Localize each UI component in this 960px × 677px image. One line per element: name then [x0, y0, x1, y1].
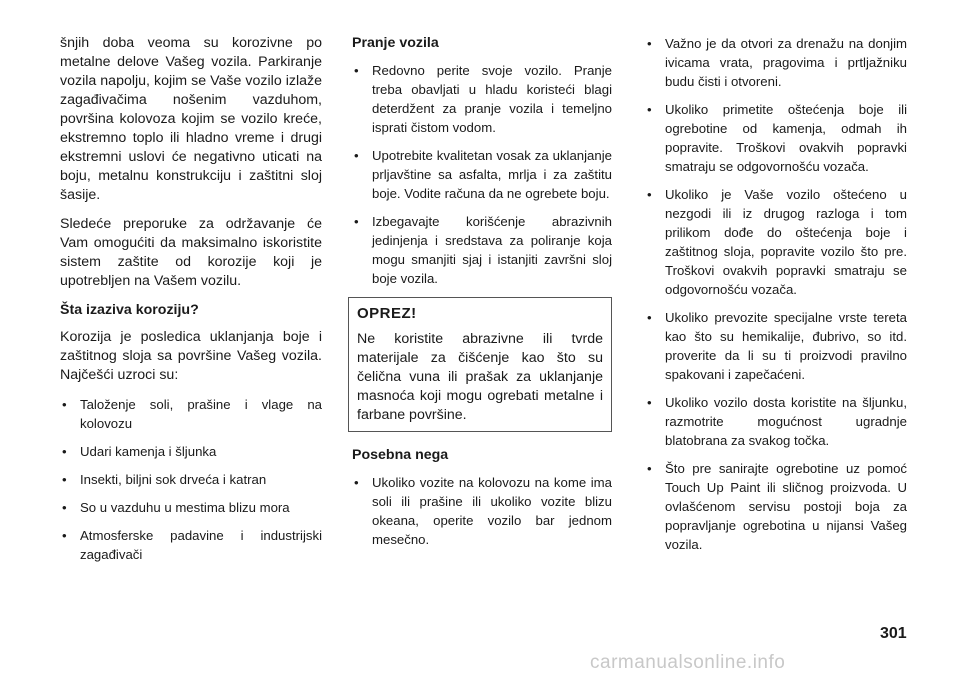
list-item: • Ukoliko prevozite specijalne vrste tereta kao što su hemikalije, đubrivo, so itd. proverite da li su ti proizvodi pravilno spakovani i zapečaćeni.	[645, 308, 907, 384]
list-item: • So u vazduhu u mestima blizu mora	[60, 498, 322, 517]
list-item: • Udari kamenja i šljunka	[60, 442, 322, 461]
warning-text: Ne koristite abrazivne ili tvrde materijale za čišćenje kao što su čelična vuna ili prašak za uklanjanje masnoća koji mogu ogrebati metalne i farbane površine.	[357, 331, 603, 423]
list-item: • Ukoliko vozilo dosta koristite na šljunku, razmotrite mogućnost ugradnje blatobrana za svakog točka.	[645, 393, 907, 450]
column-middle	[352, 34, 612, 558]
section-heading-washing: Pranje vozila	[352, 35, 439, 51]
special-care-list	[352, 473, 612, 549]
page-number: 301	[880, 625, 907, 642]
list-item: • Ukoliko vozite na kolovozu na kome ima soli ili prašine ili ukoliko vozite blizu okeana, operite vozilo bar jednom mesečno.	[352, 473, 612, 549]
list-item: • Taloženje soli, prašine i vlage na kolovozu	[60, 395, 322, 433]
washing-list	[352, 61, 612, 288]
list-item: • Upotrebite kvalitetan vosak za uklanjanje prljavštine sa asfalta, mrlja i za zaštitu boje. Vodite računa da ne ogrebete boju.	[352, 146, 612, 203]
list-item: • Ukoliko primetite oštećenja boje ili ogrebotine od kamenja, odmah ih popravite. Troškovi ovakvih popravki smatraju se odgovornošću vozača.	[645, 100, 907, 176]
list-item: • Što pre sanirajte ogrebotine uz pomoć Touch Up Paint ili sličnog proizvoda. U ovlašćenom servisu postoji boja za popravljanje ogrebotina u nijansi Vašeg vozila.	[645, 459, 907, 554]
list-item: • Izbegavajte korišćenje abrazivnih jedinjenja i sredstava za poliranje koja mogu smanjiti sjaj i istanjiti završni sloj boje vozila.	[352, 212, 612, 288]
list-item: • Insekti, biljni sok drveća i katran	[60, 470, 322, 489]
watermark: carmanualsonline.info	[590, 652, 786, 673]
corrosion-causes-list	[60, 395, 322, 564]
warning-box	[348, 297, 612, 432]
section-heading-corrosion-causes: Šta izaziva koroziju?	[60, 302, 199, 318]
list-item: • Redovno perite svoje vozilo. Pranje treba obavljati u hladu koristeći blagi deterdžent za pranje vozila i temeljno isprati čistom vodom.	[352, 61, 612, 137]
section-heading-special-care: Posebna nega	[352, 447, 449, 463]
care-tips-list	[645, 34, 907, 554]
warning-title: OPREZ!	[357, 305, 417, 322]
list-item: • Atmosferske padavine i industrijski zagađivači	[60, 526, 322, 564]
column-left	[60, 34, 322, 573]
list-item: • Ukoliko je Vaše vozilo oštećeno u nezgodi ili iz drugog razloga i tom prilikom dođe do oštećenja boje i zaštitnog sloja, popravite vozilo što pre. Troškovi ovakvih popravki smatraju se odgovornošću vozača.	[645, 185, 907, 299]
list-item: • Važno je da otvori za drenažu na donjim ivicama vrata, pragovima i prtljažniku budu čisti i otvoreni.	[645, 34, 907, 91]
recommendation-paragraph: Sledeće preporuke za održavanje će Vam omogućiti da maksimalno iskoristite sistem zaštite od korozije koji je upotrebljen na Vašem vozilu.	[60, 216, 322, 289]
intro-paragraph: šnjih doba veoma su korozivne po metalne delove Vašeg vozila. Parkiranje vozila napolju, kojim se Vaše vozilo izlaže zagađivačima nošenim vazduhom, površina kolovoza kojim se vozilo kreće, ekstremno toplo ili hladno vreme i drugi ekstremni uslovi će negativno uticati na boju, metalnu konstrukciju i zaštitni sloj šasije.	[60, 35, 322, 203]
column-right	[645, 34, 907, 563]
corrosion-paragraph: Korozija je posledica uklanjanja boje i zaštitnog sloja sa površine Vašeg vozila. Najčešći uzroci su:	[60, 329, 322, 383]
